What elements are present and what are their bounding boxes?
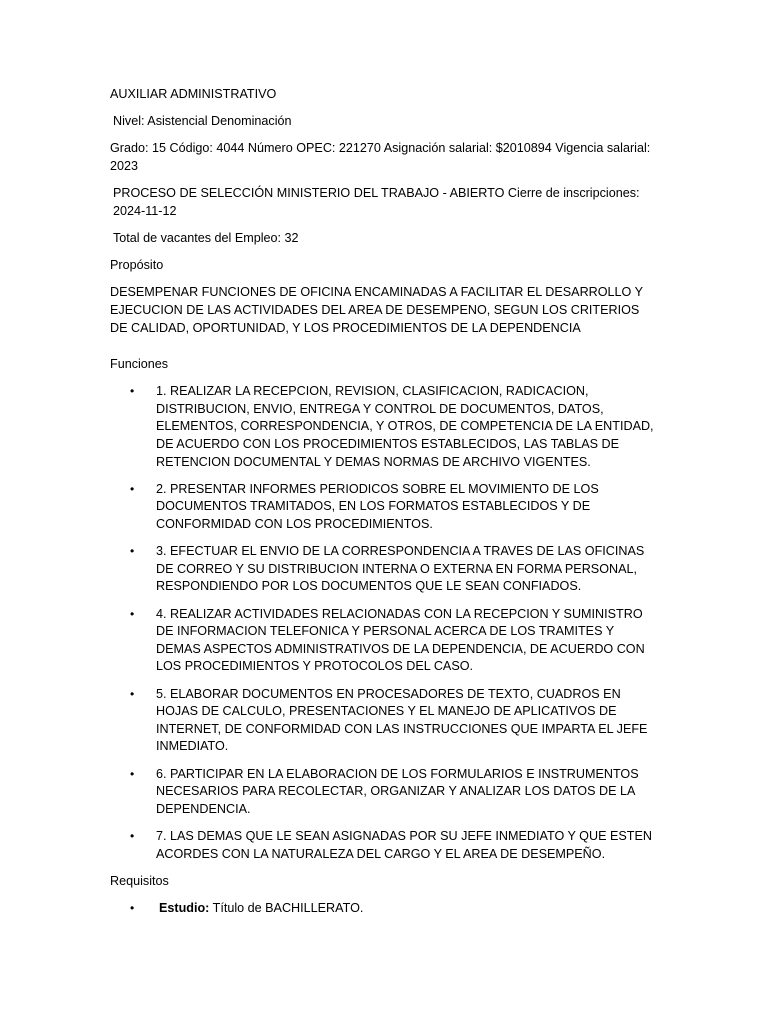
grado-line: Grado: 15 Código: 4044 Número OPEC: 221270 Asignación salarial: $2010894 Vigencia salarial: 2023 xyxy=(110,141,651,173)
proposito-heading: Propósito xyxy=(110,258,164,273)
funcion-text: 7. LAS DEMAS QUE LE SEAN ASIGNADAS POR SU JEFE INMEDIATO Y QUE ESTEN ACORDES CON LA NATURALEZA DEL CARGO Y EL AREA DE DESEMPEÑO. xyxy=(156,828,652,861)
list-item xyxy=(110,481,655,534)
list-item xyxy=(110,543,655,596)
bullet-icon: • xyxy=(130,686,135,701)
funcion-text: 3. EFECTUAR EL ENVIO DE LA CORRESPONDENCIA A TRAVES DE LAS OFICINAS DE CORREO Y SU DISTRIBUCION INTERNA O EXTERNA EN FORMA PERSONAL, RESPONDIENDO POR LOS DOCUMENTOS QUE LE SEAN CONFIADOS. xyxy=(156,544,645,594)
requisitos-heading: Requisitos xyxy=(110,873,169,888)
document-page xyxy=(110,86,655,927)
requisitos-list xyxy=(110,900,655,918)
job-title: AUXILIAR ADMINISTRATIVO xyxy=(110,87,277,101)
bullet-icon: • xyxy=(130,900,135,915)
proposito-text: DESEMPENAR FUNCIONES DE OFICINA ENCAMINADAS A FACILITAR EL DESARROLLO Y EJECUCION DE LAS ACTIVIDADES DEL AREA DE DESEMPENO, SEGUN LOS CRITERIOS DE CALIDAD, OPORTUNIDAD, Y LOS PROCEDIMIENTOS DE LA DEPENDENCIA xyxy=(110,285,643,335)
bullet-icon: • xyxy=(130,481,135,496)
funcion-text: 2. PRESENTAR INFORMES PERIODICOS SOBRE EL MOVIMIENTO DE LOS DOCUMENTOS TRAMITADOS, EN LOS FORMATOS ESTABLECIDOS Y DE CONFORMIDAD CON LOS PROCEDIMIENTOS. xyxy=(156,481,599,532)
funcion-text: 1. REALIZAR LA RECEPCION, REVISION, CLASIFICACION, RADICACION, DISTRIBUCION, ENVIO, ENTREGA Y CONTROL DE DOCUMENTOS, DATOS, ELEMENTOS, CORRESPONDENCIA, Y OTROS, DE COMPETENCIA DE LA ENTIDAD, DE ACUERDO CON LOS PROCEDIMIENTOS ESTABLECIDOS, LAS TABLAS DE RETENCION DOCUMENTAL Y DEMAS NORMAS DE ARCHIVO VIGENTES. xyxy=(156,384,654,469)
funciones-heading: Funciones xyxy=(110,357,169,372)
bullet-icon: • xyxy=(130,828,135,843)
proceso-line: PROCESO DE SELECCIÓN MINISTERIO DEL TRABAJO - ABIERTO Cierre de inscripciones: 2024-11-12 xyxy=(113,186,640,218)
bullet-icon: • xyxy=(130,766,135,781)
bullet-icon: • xyxy=(130,606,135,621)
bullet-icon: • xyxy=(130,384,135,399)
funcion-text: 6. PARTICIPAR EN LA ELABORACION DE LOS FORMULARIOS E INSTRUMENTOS NECESARIOS PARA RECOLECTAR, ORGANIZAR Y ANALIZAR LOS DATOS DE LA DEPENDENCIA. xyxy=(156,766,639,816)
requisito-label: Estudio: xyxy=(159,900,210,915)
vacantes-line: Total de vacantes del Empleo: 32 xyxy=(113,230,299,245)
funcion-text: 5. ELABORAR DOCUMENTOS EN PROCESADORES DE TEXTO, CUADROS EN HOJAS DE CALCULO, PRESENTACIONES Y EL MANEJO DE APLICATIVOS DE INTERNET, DE CONFORMIDAD CON LAS INSTRUCCIONES QUE IMPARTA EL JEFE INMEDIATO. xyxy=(156,686,648,754)
requisito-value: Título de BACHILLERATO. xyxy=(212,900,364,915)
list-item xyxy=(110,606,655,676)
bullet-icon: • xyxy=(130,544,135,559)
list-item xyxy=(110,766,655,819)
list-item xyxy=(110,383,655,471)
nivel-line: Nivel: Asistencial Denominación xyxy=(113,114,292,129)
list-item xyxy=(110,828,655,863)
list-item xyxy=(110,686,655,756)
funcion-text: 4. REALIZAR ACTIVIDADES RELACIONADAS CON LA RECEPCION Y SUMINISTRO DE INFORMACION TELEFONICA Y PERSONAL ACERCA DE LOS TRAMITES Y DEMAS ASPECTOS ADMINISTRATIVOS DE LA DEPENDENCIA, DE ACUERDO CON LOS PROCEDIMIENTOS Y PROTOCOLOS DEL CASO. xyxy=(156,606,645,674)
list-item xyxy=(110,900,655,918)
funciones-list xyxy=(110,383,655,863)
